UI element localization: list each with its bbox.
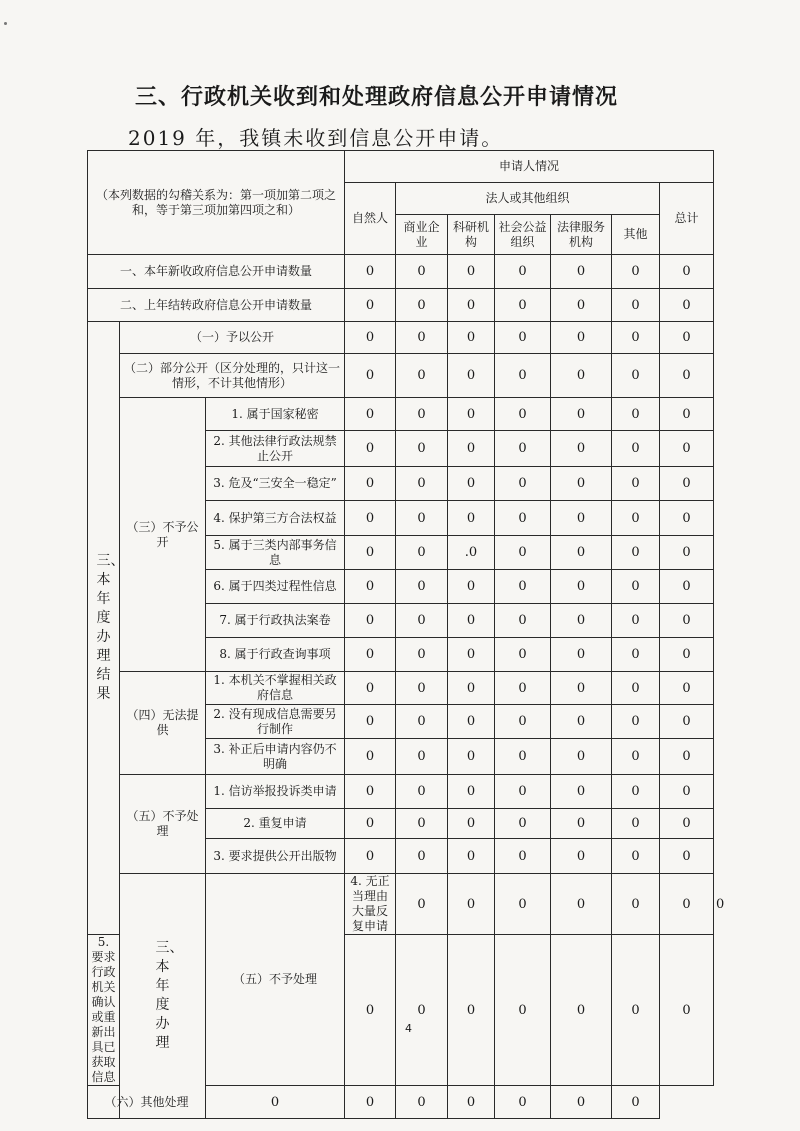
- item-label: 6. 属于四类过程性信息: [206, 570, 345, 604]
- value-cell: 0: [396, 1086, 448, 1119]
- section-label: [120, 874, 206, 1119]
- row-label: 二、上年结转政府信息公开申请数量: [88, 289, 345, 322]
- value-cell: 0: [345, 354, 396, 398]
- item-label: 2. 其他法律行政法规禁止公开: [206, 431, 345, 467]
- value-cell: 0: [345, 289, 396, 322]
- value-cell: 0: [448, 289, 495, 322]
- item-label: 2. 没有现成信息需要另行制作: [206, 705, 345, 739]
- value-cell: 0: [551, 935, 612, 1086]
- value-cell: 0: [551, 255, 612, 289]
- value-cell: 0: [551, 739, 612, 775]
- value-cell: 0: [448, 431, 495, 467]
- value-cell: 0: [448, 354, 495, 398]
- group-label: （五）不予处理: [206, 874, 345, 1086]
- value-cell: 0: [551, 354, 612, 398]
- value-cell: 0: [345, 431, 396, 467]
- item-label: 3. 补正后申请内容仍不明确: [206, 739, 345, 775]
- item-label: 7. 属于行政执法案卷: [206, 604, 345, 638]
- value-cell: 0: [612, 289, 660, 322]
- value-cell: 0: [396, 739, 448, 775]
- value-cell: 0: [448, 739, 495, 775]
- value-cell: 0: [396, 874, 448, 935]
- group-label: （三）不予公开: [120, 398, 206, 672]
- value-cell: 0: [396, 501, 448, 536]
- value-cell: 0: [495, 354, 551, 398]
- section-label-text: 三、本年度办理结果: [96, 553, 125, 702]
- table-row: [88, 775, 714, 809]
- value-cell: 0: [396, 255, 448, 289]
- item-label: 1. 本机关不掌握相关政府信息: [206, 672, 345, 705]
- value-cell: 0: [551, 809, 612, 839]
- value-cell: 0: [612, 467, 660, 501]
- value-cell: .0: [448, 536, 495, 570]
- value-cell: 0: [345, 739, 396, 775]
- value-cell: 0: [345, 1086, 396, 1119]
- page-number: 4: [405, 1022, 412, 1035]
- value-cell: 0: [495, 431, 551, 467]
- item-label: 4. 保护第三方合法权益: [206, 501, 345, 536]
- table-row: [88, 322, 714, 354]
- value-cell: 0: [551, 604, 612, 638]
- value-cell: 0: [495, 775, 551, 809]
- value-cell: 0: [612, 431, 660, 467]
- value-cell: 0: [345, 255, 396, 289]
- value-cell: 0: [396, 322, 448, 354]
- value-cell: 0: [551, 289, 612, 322]
- value-cell: 0: [396, 570, 448, 604]
- value-cell: 0: [660, 739, 714, 775]
- value-cell: 0: [448, 874, 495, 935]
- value-cell: 0: [660, 570, 714, 604]
- value-cell: 0: [396, 935, 448, 1086]
- value-cell: 0: [396, 809, 448, 839]
- header-sub: 法律服务机构: [551, 215, 612, 255]
- row-label: （六）其他处理: [88, 1086, 206, 1119]
- value-cell: 0: [396, 431, 448, 467]
- value-cell: 0: [551, 322, 612, 354]
- value-cell: 0: [495, 255, 551, 289]
- section-label-text: 三、本年度办理: [155, 940, 184, 1051]
- header-row: [88, 151, 714, 183]
- value-cell: 0: [345, 501, 396, 536]
- value-cell: 0: [345, 672, 396, 705]
- value-cell: 0: [448, 672, 495, 705]
- value-cell: 0: [396, 289, 448, 322]
- group-label: （五）不予处理: [120, 775, 206, 874]
- value-cell: 0: [495, 1086, 551, 1119]
- value-cell: 0: [396, 604, 448, 638]
- table-row: [88, 255, 714, 289]
- value-cell: 0: [660, 839, 714, 874]
- value-cell: 0: [612, 775, 660, 809]
- value-cell: 0: [612, 935, 660, 1086]
- value-cell: 0: [551, 536, 612, 570]
- value-cell: 0: [448, 809, 495, 839]
- value-cell: 0: [551, 467, 612, 501]
- value-cell: 0: [660, 638, 714, 672]
- value-cell: 0: [660, 255, 714, 289]
- value-cell: 0: [345, 638, 396, 672]
- value-cell: 0: [448, 570, 495, 604]
- value-cell: 0: [495, 935, 551, 1086]
- value-cell: 0: [396, 354, 448, 398]
- value-cell: 0: [551, 570, 612, 604]
- value-cell: 0: [396, 638, 448, 672]
- item-label: 3. 危及“三安全一稳定”: [206, 467, 345, 501]
- value-cell: 0: [495, 672, 551, 705]
- value-cell: 0: [612, 604, 660, 638]
- header-sub: 商业企业: [396, 215, 448, 255]
- value-cell: 0: [495, 809, 551, 839]
- row-label: 一、本年新收政府信息公开申请数量: [88, 255, 345, 289]
- header-sub: 科研机构: [448, 215, 495, 255]
- value-cell: 0: [660, 935, 714, 1086]
- value-cell: 0: [551, 775, 612, 809]
- table-row: [88, 1086, 714, 1119]
- value-cell: 0: [612, 398, 660, 431]
- value-cell: 0: [495, 604, 551, 638]
- value-cell: 0: [495, 322, 551, 354]
- value-cell: 0: [345, 467, 396, 501]
- value-cell: 0: [448, 255, 495, 289]
- item-label: 1. 信访举报投诉类申请: [206, 775, 345, 809]
- value-cell: 0: [345, 398, 396, 431]
- value-cell: 0: [396, 672, 448, 705]
- item-label: 4. 无正当理由大量反复申请: [345, 874, 396, 935]
- value-cell: 0: [448, 1086, 495, 1119]
- value-cell: 0: [448, 935, 495, 1086]
- value-cell: 0: [660, 354, 714, 398]
- value-cell: 0: [612, 1086, 660, 1119]
- value-cell: 0: [612, 255, 660, 289]
- value-cell: 0: [612, 739, 660, 775]
- value-cell: 0: [660, 604, 714, 638]
- value-cell: 0: [345, 536, 396, 570]
- item-label: 2. 重复申请: [206, 809, 345, 839]
- value-cell: 0: [448, 501, 495, 536]
- header-sub: 社会公益组织: [495, 215, 551, 255]
- value-cell: 0: [448, 322, 495, 354]
- value-cell: 0: [396, 705, 448, 739]
- value-cell: 0: [448, 775, 495, 809]
- table-row: [88, 398, 714, 431]
- value-cell: 0: [612, 638, 660, 672]
- value-cell: 0: [551, 839, 612, 874]
- intro-text: 2019 年，我镇未收到信息公开申请。: [128, 126, 504, 150]
- value-cell: 0: [448, 638, 495, 672]
- value-cell: 0: [612, 536, 660, 570]
- item-label: 3. 要求提供公开出版物: [206, 839, 345, 874]
- section-heading: 三、行政机关收到和处理政府信息公开申请情况: [135, 85, 619, 110]
- value-cell: 0: [612, 839, 660, 874]
- value-cell: 0: [495, 739, 551, 775]
- value-cell: 0: [660, 289, 714, 322]
- value-cell: 0: [345, 839, 396, 874]
- value-cell: 0: [396, 775, 448, 809]
- value-cell: 0: [612, 809, 660, 839]
- value-cell: 0: [345, 705, 396, 739]
- value-cell: 0: [495, 570, 551, 604]
- value-cell: 0: [551, 501, 612, 536]
- value-cell: 0: [660, 322, 714, 354]
- value-cell: 0: [495, 536, 551, 570]
- table-row: [88, 289, 714, 322]
- value-cell: 0: [345, 322, 396, 354]
- value-cell: 0: [612, 570, 660, 604]
- value-cell: 0: [551, 1086, 612, 1119]
- value-cell: 0: [495, 398, 551, 431]
- row-label: （二）部分公开（区分处理的，只计这一情形，不计其他情形）: [120, 354, 345, 398]
- value-cell: 0: [660, 536, 714, 570]
- value-cell: 0: [495, 638, 551, 672]
- value-cell: 0: [345, 570, 396, 604]
- value-cell: 0: [448, 839, 495, 874]
- value-cell: 0: [495, 289, 551, 322]
- value-cell: 0: [495, 705, 551, 739]
- value-cell: 0: [396, 536, 448, 570]
- scan-speck: [4, 22, 7, 25]
- value-cell: 0: [612, 874, 660, 935]
- header-applicant: 申请人情况: [345, 151, 714, 183]
- header-legal: 法人或其他组织: [396, 183, 660, 215]
- value-cell: 0: [448, 467, 495, 501]
- value-cell: 0: [345, 604, 396, 638]
- group-label: （四）无法提供: [120, 672, 206, 775]
- value-cell: 0: [396, 839, 448, 874]
- section-label: [88, 322, 125, 935]
- value-cell: 0: [448, 705, 495, 739]
- value-cell: 0: [396, 467, 448, 501]
- value-cell: 0: [660, 398, 714, 431]
- value-cell: 0: [612, 672, 660, 705]
- value-cell: 0: [345, 775, 396, 809]
- item-label: 8. 属于行政查询事项: [206, 638, 345, 672]
- value-cell: 0: [551, 638, 612, 672]
- value-cell: 0: [612, 501, 660, 536]
- value-cell: 0: [495, 501, 551, 536]
- row-label: （一）予以公开: [120, 322, 345, 354]
- value-cell: 0: [612, 322, 660, 354]
- value-cell: 0: [448, 604, 495, 638]
- header-sub: 其他: [612, 215, 660, 255]
- value-cell: 0: [448, 398, 495, 431]
- item-label: 5. 属于三类内部事务信息: [206, 536, 345, 570]
- value-cell: 0: [495, 467, 551, 501]
- value-cell: 0: [660, 705, 714, 739]
- value-cell: 0: [396, 398, 448, 431]
- value-cell: 0: [495, 874, 551, 935]
- value-cell: 0: [660, 501, 714, 536]
- value-cell: 0: [551, 431, 612, 467]
- value-cell: 0: [551, 398, 612, 431]
- item-label: 5. 要求行政机关确认或重新出具已获取信息: [88, 935, 120, 1086]
- value-cell: 0: [660, 809, 714, 839]
- table-row: [88, 354, 714, 398]
- note-cell: （本列数据的勾稽关系为：第一项加第二项之和，等于第三项加第四项之和）: [88, 151, 345, 255]
- value-cell: 0: [612, 354, 660, 398]
- table-row: [88, 672, 714, 705]
- value-cell: 0: [660, 775, 714, 809]
- item-label: 1. 属于国家秘密: [206, 398, 345, 431]
- value-cell: 0: [345, 935, 396, 1086]
- value-cell: 0: [660, 467, 714, 501]
- value-cell: 0: [345, 809, 396, 839]
- value-cell: 0: [612, 705, 660, 739]
- value-cell: 0: [660, 874, 714, 935]
- table-row: 三、本年度办理 （五）不予处理 4. 无正当理由大量反复申请 0 0 0 0 0 0 0: [88, 874, 714, 935]
- value-cell: 0: [660, 672, 714, 705]
- value-cell: 0: [551, 705, 612, 739]
- disclosure-table: [87, 150, 725, 1119]
- value-cell: 0: [660, 431, 714, 467]
- header-natural: 自然人: [345, 183, 396, 255]
- value-cell: 0: [206, 1086, 345, 1119]
- value-cell: 0: [551, 672, 612, 705]
- header-total: 总计: [660, 183, 714, 255]
- value-cell: 0: [495, 839, 551, 874]
- value-cell: 0: [551, 874, 612, 935]
